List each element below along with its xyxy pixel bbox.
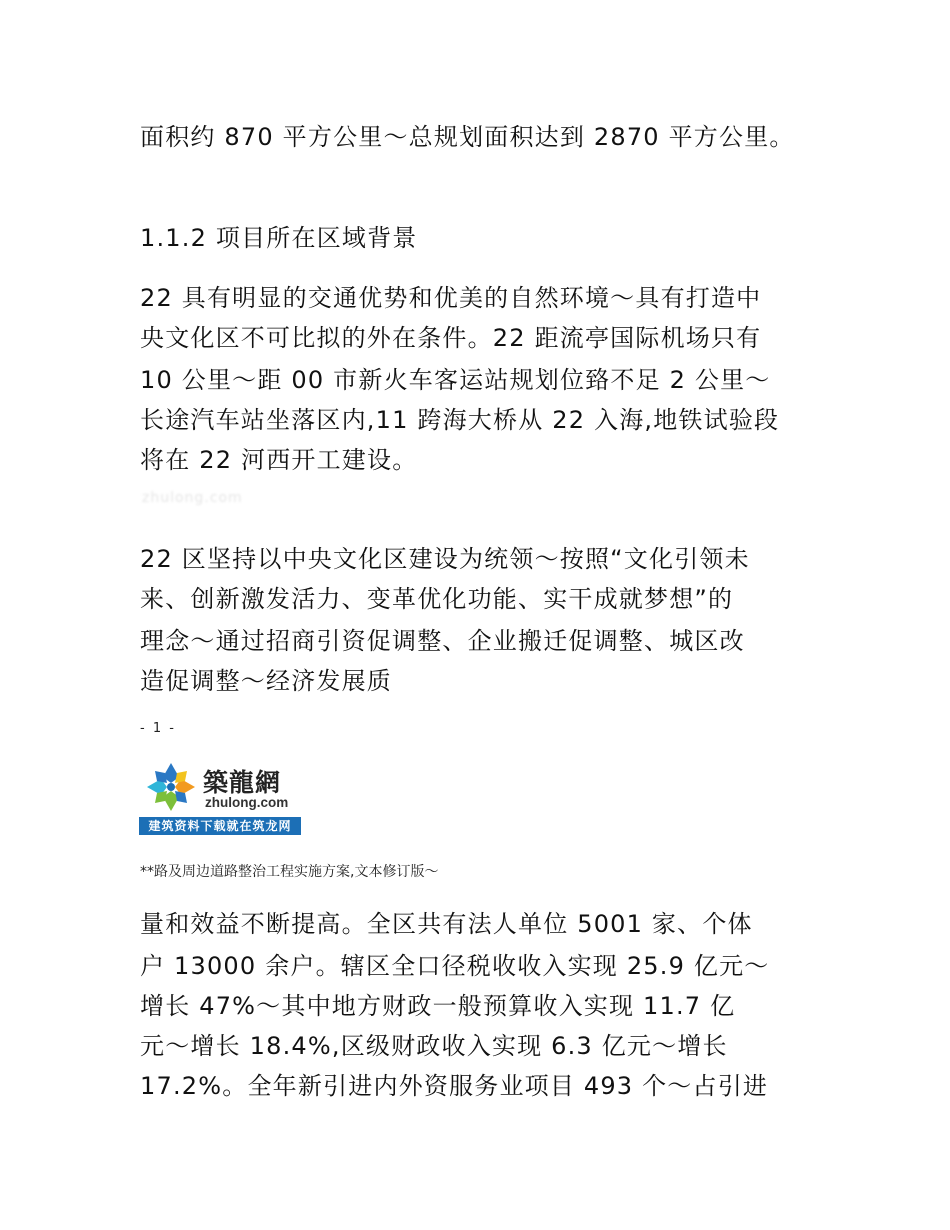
- paragraph-line: 将在 22 河西开工建设。: [140, 446, 418, 474]
- paragraph-line: 增长 47%～其中地方财政一般预算收入实现 11.7 亿: [140, 992, 736, 1020]
- paragraph-line: 央文化区不可比拟的外在条件。22 距流亭国际机场只有: [140, 324, 762, 352]
- logo-english-name: zhulong.com: [205, 795, 289, 810]
- paragraph-line: 长途汽车站坐落区内,11 跨海大桥从 22 入海,地铁试验段: [140, 406, 780, 434]
- logo-header: [139, 757, 301, 817]
- section-heading: 1.1.2 项目所在区域背景: [140, 224, 418, 252]
- page-number: - 1 -: [140, 721, 176, 736]
- paragraph-line: 造促调整～经济发展质: [140, 667, 392, 695]
- watermark-text: zhulong.com: [142, 490, 243, 506]
- paragraph-line: 17.2%。全年新引进内外资服务业项目 493 个～占引进: [140, 1072, 769, 1100]
- paragraph-line: 22 具有明显的交通优势和优美的自然环境～具有打造中: [140, 284, 762, 312]
- paragraph-line: 理念～通过招商引资促调整、企业搬迁促调整、城区改: [140, 627, 745, 655]
- logo-chinese-name: 築龍網: [203, 768, 282, 797]
- logo-slogan: 建筑资料下载就在筑龙网: [139, 817, 301, 835]
- running-header: **路及周边道路整治工程实施方案,文本修订版～: [140, 864, 439, 880]
- paragraph-line: 量和效益不断提高。全区共有法人单位 5001 家、个体: [140, 910, 753, 938]
- paragraph-line: 面积约 870 平方公里～总规划面积达到 2870 平方公里。: [140, 123, 795, 151]
- paragraph-line: 来、创新激发活力、变革优化功能、实干成就梦想”的: [140, 585, 734, 613]
- paragraph-line: 22 区坚持以中央文化区建设为统领～按照“文化引领未: [140, 545, 750, 573]
- paragraph-line: 户 13000 余户。辖区全口径税收收入实现 25.9 亿元～: [140, 952, 770, 980]
- zhulong-emblem-icon: [143, 759, 199, 815]
- paragraph-line: 元～增长 18.4%,区级财政收入实现 6.3 亿元～增长: [140, 1032, 728, 1060]
- zhulong-logo: [139, 757, 301, 835]
- paragraph-line: 10 公里～距 00 市新火车客运站规划位臵不足 2 公里～: [140, 366, 771, 394]
